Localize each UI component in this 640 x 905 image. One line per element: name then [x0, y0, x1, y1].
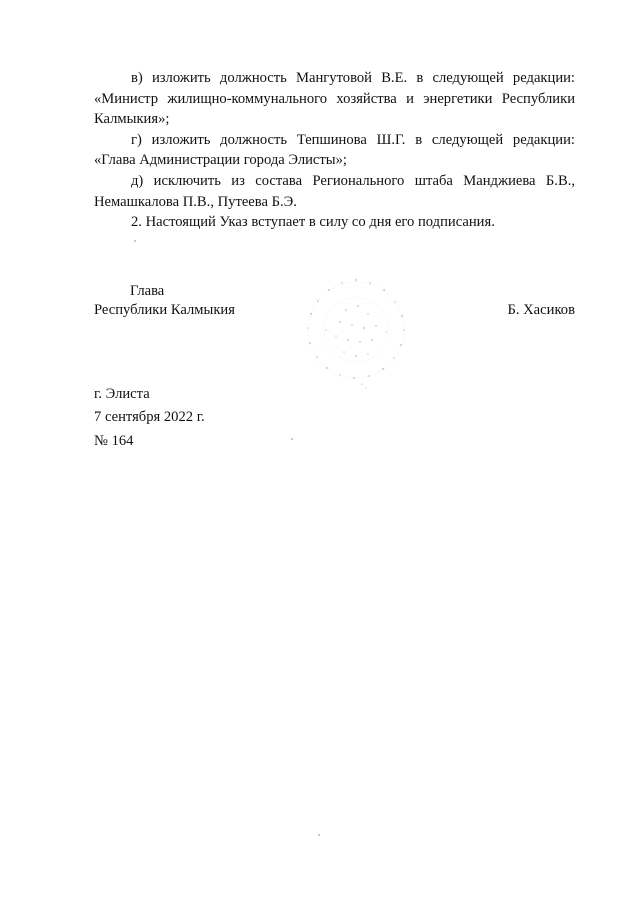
signature-row — [94, 301, 575, 320]
signature-block — [94, 282, 575, 319]
paragraph-d: д) исключить из состава Регионального штаба Манджиева Б.В., Немашкалова П.В., Путеева Б.Э. — [94, 172, 575, 210]
signatory-title-line-1: Глава — [130, 283, 165, 299]
place-date-block — [94, 386, 205, 455]
scan-speck — [291, 438, 293, 440]
paragraph-2: 2. Настоящий Указ вступает в силу со дня его подписания. — [131, 214, 495, 231]
paragraph-v: в) изложить должность Мангутовой В.Е. в следующей редакции: «Министр жилищно-коммунального хозяйства и энергетики Республики Калмыкия»; — [94, 70, 575, 128]
paragraph-g: г) изложить должность Тепшинова Ш.Г. в следующей редакции: «Глава Администрации города Элисты»; — [94, 131, 575, 169]
scan-speck — [134, 240, 136, 242]
place-of-signing: г. Элиста — [94, 386, 150, 402]
signatory-title-line-2: Республики Калмыкия — [94, 301, 235, 318]
decree-body — [94, 68, 575, 233]
signatory-name: Б. Хасиков — [507, 301, 575, 318]
scan-speck — [318, 834, 320, 836]
decree-number: № 164 — [94, 433, 134, 449]
signing-date: 7 сентября 2022 г. — [94, 409, 205, 425]
